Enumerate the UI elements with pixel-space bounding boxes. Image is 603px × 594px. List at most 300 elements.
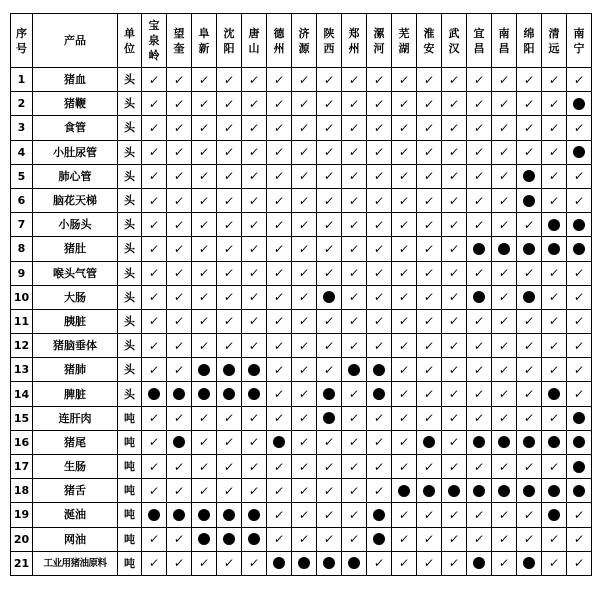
availability-cell	[292, 116, 317, 140]
check-icon: ✓	[372, 314, 386, 329]
availability-cell	[467, 261, 492, 285]
unit-cell: 头	[118, 68, 142, 92]
check-icon: ✓	[147, 290, 161, 305]
check-icon: ✓	[272, 362, 286, 377]
availability-cell	[467, 430, 492, 454]
availability-cell	[567, 309, 592, 333]
check-icon: ✓	[522, 145, 536, 160]
availability-cell	[417, 406, 442, 430]
availability-cell	[317, 503, 342, 527]
availability-cell	[167, 285, 192, 309]
availability-cell	[242, 430, 267, 454]
availability-cell	[367, 92, 392, 116]
check-icon: ✓	[397, 169, 411, 184]
availability-cell	[342, 479, 367, 503]
check-icon: ✓	[372, 193, 386, 208]
availability-cell	[267, 503, 292, 527]
check-icon: ✓	[197, 145, 211, 160]
check-icon: ✓	[297, 338, 311, 353]
check-icon: ✓	[547, 362, 561, 377]
check-icon: ✓	[422, 266, 436, 281]
product-name: 生肠	[33, 455, 118, 479]
check-icon: ✓	[522, 338, 536, 353]
row-number: 16	[11, 430, 33, 454]
availability-cell	[367, 140, 392, 164]
header-unit: 单 位	[118, 14, 142, 68]
check-icon: ✓	[572, 72, 586, 87]
check-icon: ✓	[372, 96, 386, 111]
check-icon: ✓	[197, 459, 211, 474]
unit-cell: 头	[118, 382, 142, 406]
check-icon: ✓	[247, 435, 261, 450]
availability-cell	[317, 261, 342, 285]
availability-cell	[142, 68, 167, 92]
availability-cell	[517, 358, 542, 382]
unit-cell: 头	[118, 309, 142, 333]
check-icon: ✓	[547, 532, 561, 547]
check-icon: ✓	[297, 145, 311, 160]
check-icon: ✓	[447, 387, 461, 402]
availability-cell	[517, 430, 542, 454]
filled-dot-icon	[198, 364, 210, 376]
unit-cell: 头	[118, 334, 142, 358]
availability-cell	[417, 261, 442, 285]
availability-cell	[567, 503, 592, 527]
check-icon: ✓	[497, 411, 511, 426]
filled-dot-icon	[548, 219, 560, 231]
availability-cell	[167, 358, 192, 382]
availability-cell	[242, 382, 267, 406]
availability-cell	[567, 116, 592, 140]
row-number: 13	[11, 358, 33, 382]
availability-cell	[217, 213, 242, 237]
header-region: 绵 阳	[517, 14, 542, 68]
check-icon: ✓	[322, 483, 336, 498]
check-icon: ✓	[397, 314, 411, 329]
filled-dot-icon	[273, 557, 285, 569]
availability-cell	[192, 140, 217, 164]
availability-cell	[367, 382, 392, 406]
availability-cell	[442, 382, 467, 406]
filled-dot-icon	[198, 388, 210, 400]
availability-cell	[267, 527, 292, 551]
availability-cell	[567, 406, 592, 430]
availability-cell	[192, 527, 217, 551]
unit-cell: 吨	[118, 503, 142, 527]
availability-cell	[492, 479, 517, 503]
check-icon: ✓	[272, 290, 286, 305]
availability-cell	[567, 188, 592, 212]
availability-cell	[292, 92, 317, 116]
availability-cell	[167, 551, 192, 575]
availability-cell	[342, 309, 367, 333]
availability-cell	[392, 455, 417, 479]
check-icon: ✓	[422, 290, 436, 305]
table-row	[11, 285, 592, 309]
check-icon: ✓	[372, 556, 386, 571]
unit-cell: 头	[118, 285, 142, 309]
check-icon: ✓	[297, 241, 311, 256]
availability-cell	[317, 455, 342, 479]
availability-cell	[317, 309, 342, 333]
row-number: 3	[11, 116, 33, 140]
availability-cell	[142, 527, 167, 551]
check-icon: ✓	[197, 96, 211, 111]
check-icon: ✓	[172, 217, 186, 232]
availability-cell	[417, 92, 442, 116]
check-icon: ✓	[422, 241, 436, 256]
check-icon: ✓	[147, 120, 161, 135]
availability-cell	[267, 164, 292, 188]
check-icon: ✓	[572, 387, 586, 402]
availability-cell	[342, 68, 367, 92]
row-number: 7	[11, 213, 33, 237]
filled-dot-icon	[348, 557, 360, 569]
availability-cell	[192, 406, 217, 430]
check-icon: ✓	[247, 169, 261, 184]
filled-dot-icon	[548, 485, 560, 497]
availability-cell	[417, 455, 442, 479]
availability-cell	[392, 140, 417, 164]
availability-cell	[542, 503, 567, 527]
check-icon: ✓	[322, 266, 336, 281]
product-name: 猪肚	[33, 237, 118, 261]
availability-cell	[567, 285, 592, 309]
check-icon: ✓	[397, 72, 411, 87]
check-icon: ✓	[397, 266, 411, 281]
availability-cell	[267, 188, 292, 212]
availability-cell	[467, 479, 492, 503]
check-icon: ✓	[522, 217, 536, 232]
check-icon: ✓	[422, 193, 436, 208]
header-row	[11, 14, 592, 68]
availability-cell	[142, 503, 167, 527]
availability-cell	[167, 213, 192, 237]
availability-cell	[242, 164, 267, 188]
availability-cell	[417, 116, 442, 140]
availability-cell	[342, 261, 367, 285]
availability-cell	[417, 334, 442, 358]
filled-dot-icon	[473, 436, 485, 448]
availability-cell	[467, 116, 492, 140]
availability-cell	[342, 92, 367, 116]
check-icon: ✓	[172, 314, 186, 329]
availability-cell	[492, 213, 517, 237]
check-icon: ✓	[572, 532, 586, 547]
check-icon: ✓	[547, 411, 561, 426]
check-icon: ✓	[447, 411, 461, 426]
availability-cell	[317, 140, 342, 164]
availability-cell	[292, 285, 317, 309]
table-row	[11, 309, 592, 333]
availability-cell	[542, 140, 567, 164]
check-icon: ✓	[547, 314, 561, 329]
availability-cell	[567, 382, 592, 406]
availability-cell	[567, 358, 592, 382]
availability-cell	[267, 551, 292, 575]
availability-cell	[492, 92, 517, 116]
availability-cell	[542, 164, 567, 188]
availability-cell	[442, 358, 467, 382]
check-icon: ✓	[572, 507, 586, 522]
check-icon: ✓	[147, 241, 161, 256]
product-name: 猪脑垂体	[33, 334, 118, 358]
check-icon: ✓	[297, 290, 311, 305]
availability-cell	[517, 237, 542, 261]
availability-cell	[467, 406, 492, 430]
check-icon: ✓	[347, 266, 361, 281]
availability-cell	[142, 358, 167, 382]
check-icon: ✓	[447, 266, 461, 281]
check-icon: ✓	[372, 241, 386, 256]
check-icon: ✓	[422, 362, 436, 377]
unit-cell: 头	[118, 140, 142, 164]
availability-cell	[317, 213, 342, 237]
check-icon: ✓	[147, 411, 161, 426]
check-icon: ✓	[572, 314, 586, 329]
check-icon: ✓	[272, 387, 286, 402]
check-icon: ✓	[522, 507, 536, 522]
unit-cell: 头	[118, 188, 142, 212]
availability-cell	[567, 92, 592, 116]
check-icon: ✓	[347, 483, 361, 498]
unit-cell: 吨	[118, 527, 142, 551]
filled-dot-icon	[523, 436, 535, 448]
check-icon: ✓	[572, 290, 586, 305]
filled-dot-icon	[448, 485, 460, 497]
check-icon: ✓	[272, 507, 286, 522]
check-icon: ✓	[472, 507, 486, 522]
availability-cell	[317, 116, 342, 140]
check-icon: ✓	[447, 507, 461, 522]
check-icon: ✓	[497, 387, 511, 402]
availability-cell	[267, 455, 292, 479]
availability-cell	[267, 309, 292, 333]
availability-cell	[392, 237, 417, 261]
check-icon: ✓	[472, 459, 486, 474]
check-icon: ✓	[572, 362, 586, 377]
product-name: 脑花天梯	[33, 188, 118, 212]
availability-cell	[242, 527, 267, 551]
check-icon: ✓	[347, 459, 361, 474]
check-icon: ✓	[172, 532, 186, 547]
check-icon: ✓	[522, 362, 536, 377]
check-icon: ✓	[222, 483, 236, 498]
check-icon: ✓	[472, 96, 486, 111]
check-icon: ✓	[522, 459, 536, 474]
row-number: 14	[11, 382, 33, 406]
filled-dot-icon	[573, 461, 585, 473]
check-icon: ✓	[397, 507, 411, 522]
availability-cell	[517, 261, 542, 285]
availability-cell	[367, 479, 392, 503]
filled-dot-icon	[573, 485, 585, 497]
availability-cell	[442, 92, 467, 116]
check-icon: ✓	[322, 435, 336, 450]
availability-cell	[292, 68, 317, 92]
check-icon: ✓	[397, 411, 411, 426]
availability-cell	[217, 334, 242, 358]
check-icon: ✓	[247, 266, 261, 281]
check-icon: ✓	[297, 459, 311, 474]
product-name: 小肠头	[33, 213, 118, 237]
header-product: 产品	[33, 14, 118, 68]
table-row	[11, 92, 592, 116]
availability-cell	[267, 237, 292, 261]
availability-cell	[367, 116, 392, 140]
check-icon: ✓	[147, 217, 161, 232]
filled-dot-icon	[573, 436, 585, 448]
check-icon: ✓	[547, 290, 561, 305]
availability-cell	[392, 188, 417, 212]
availability-cell	[142, 551, 167, 575]
row-number: 5	[11, 164, 33, 188]
check-icon: ✓	[447, 145, 461, 160]
check-icon: ✓	[197, 483, 211, 498]
availability-cell	[267, 213, 292, 237]
unit-cell: 头	[118, 164, 142, 188]
availability-cell	[467, 285, 492, 309]
availability-cell	[517, 551, 542, 575]
header-region: 南 昌	[492, 14, 517, 68]
availability-cell	[167, 237, 192, 261]
filled-dot-icon	[273, 436, 285, 448]
availability-cell	[367, 455, 392, 479]
availability-cell	[467, 382, 492, 406]
check-icon: ✓	[297, 483, 311, 498]
check-icon: ✓	[347, 217, 361, 232]
table-row	[11, 188, 592, 212]
availability-cell	[267, 140, 292, 164]
availability-cell	[517, 503, 542, 527]
check-icon: ✓	[372, 72, 386, 87]
table-row	[11, 164, 592, 188]
availability-cell	[467, 551, 492, 575]
availability-cell	[542, 382, 567, 406]
table-row	[11, 140, 592, 164]
availability-cell	[167, 188, 192, 212]
check-icon: ✓	[297, 96, 311, 111]
check-icon: ✓	[197, 411, 211, 426]
table-row	[11, 116, 592, 140]
check-icon: ✓	[172, 266, 186, 281]
availability-cell	[217, 237, 242, 261]
check-icon: ✓	[272, 241, 286, 256]
check-icon: ✓	[197, 217, 211, 232]
check-icon: ✓	[422, 338, 436, 353]
availability-cell	[542, 527, 567, 551]
availability-cell	[492, 68, 517, 92]
check-icon: ✓	[547, 169, 561, 184]
check-icon: ✓	[297, 314, 311, 329]
availability-cell	[142, 455, 167, 479]
check-icon: ✓	[497, 169, 511, 184]
availability-cell	[367, 237, 392, 261]
product-name: 小肚尿管	[33, 140, 118, 164]
availability-cell	[242, 334, 267, 358]
availability-cell	[342, 503, 367, 527]
row-number: 18	[11, 479, 33, 503]
availability-cell	[317, 188, 342, 212]
availability-cell	[417, 479, 442, 503]
availability-cell	[517, 285, 542, 309]
availability-cell	[342, 164, 367, 188]
availability-cell	[342, 527, 367, 551]
header-seq: 序 号	[11, 14, 33, 68]
unit-cell: 吨	[118, 406, 142, 430]
filled-dot-icon	[548, 509, 560, 521]
filled-dot-icon	[473, 485, 485, 497]
filled-dot-icon	[573, 146, 585, 158]
availability-cell	[317, 479, 342, 503]
check-icon: ✓	[397, 459, 411, 474]
check-icon: ✓	[197, 314, 211, 329]
check-icon: ✓	[397, 556, 411, 571]
filled-dot-icon	[573, 412, 585, 424]
availability-cell	[142, 261, 167, 285]
filled-dot-icon	[248, 509, 260, 521]
availability-cell	[567, 455, 592, 479]
availability-cell	[442, 455, 467, 479]
row-number: 21	[11, 551, 33, 575]
check-icon: ✓	[547, 96, 561, 111]
check-icon: ✓	[172, 241, 186, 256]
availability-cell	[417, 140, 442, 164]
check-icon: ✓	[272, 338, 286, 353]
check-icon: ✓	[272, 72, 286, 87]
filled-dot-icon	[223, 533, 235, 545]
availability-cell	[242, 503, 267, 527]
availability-cell	[342, 140, 367, 164]
check-icon: ✓	[147, 145, 161, 160]
check-icon: ✓	[222, 241, 236, 256]
check-icon: ✓	[472, 338, 486, 353]
check-icon: ✓	[222, 96, 236, 111]
check-icon: ✓	[497, 266, 511, 281]
check-icon: ✓	[247, 96, 261, 111]
availability-cell	[292, 140, 317, 164]
product-name: 脾脏	[33, 382, 118, 406]
availability-cell	[517, 164, 542, 188]
check-icon: ✓	[197, 120, 211, 135]
product-name: 胰脏	[33, 309, 118, 333]
check-icon: ✓	[147, 314, 161, 329]
availability-cell	[367, 334, 392, 358]
check-icon: ✓	[222, 217, 236, 232]
availability-cell	[467, 503, 492, 527]
check-icon: ✓	[247, 290, 261, 305]
availability-cell	[142, 92, 167, 116]
check-icon: ✓	[547, 338, 561, 353]
check-icon: ✓	[447, 459, 461, 474]
check-icon: ✓	[497, 120, 511, 135]
header-region: 宝 泉 岭	[142, 14, 167, 68]
check-icon: ✓	[297, 169, 311, 184]
availability-cell	[467, 358, 492, 382]
check-icon: ✓	[572, 193, 586, 208]
availability-cell	[167, 455, 192, 479]
availability-cell	[217, 551, 242, 575]
table-row	[11, 430, 592, 454]
availability-cell	[392, 164, 417, 188]
check-icon: ✓	[272, 145, 286, 160]
availability-cell	[217, 188, 242, 212]
table-row	[11, 358, 592, 382]
availability-cell	[467, 237, 492, 261]
unit-cell: 吨	[118, 551, 142, 575]
availability-cell	[492, 527, 517, 551]
check-icon: ✓	[472, 169, 486, 184]
